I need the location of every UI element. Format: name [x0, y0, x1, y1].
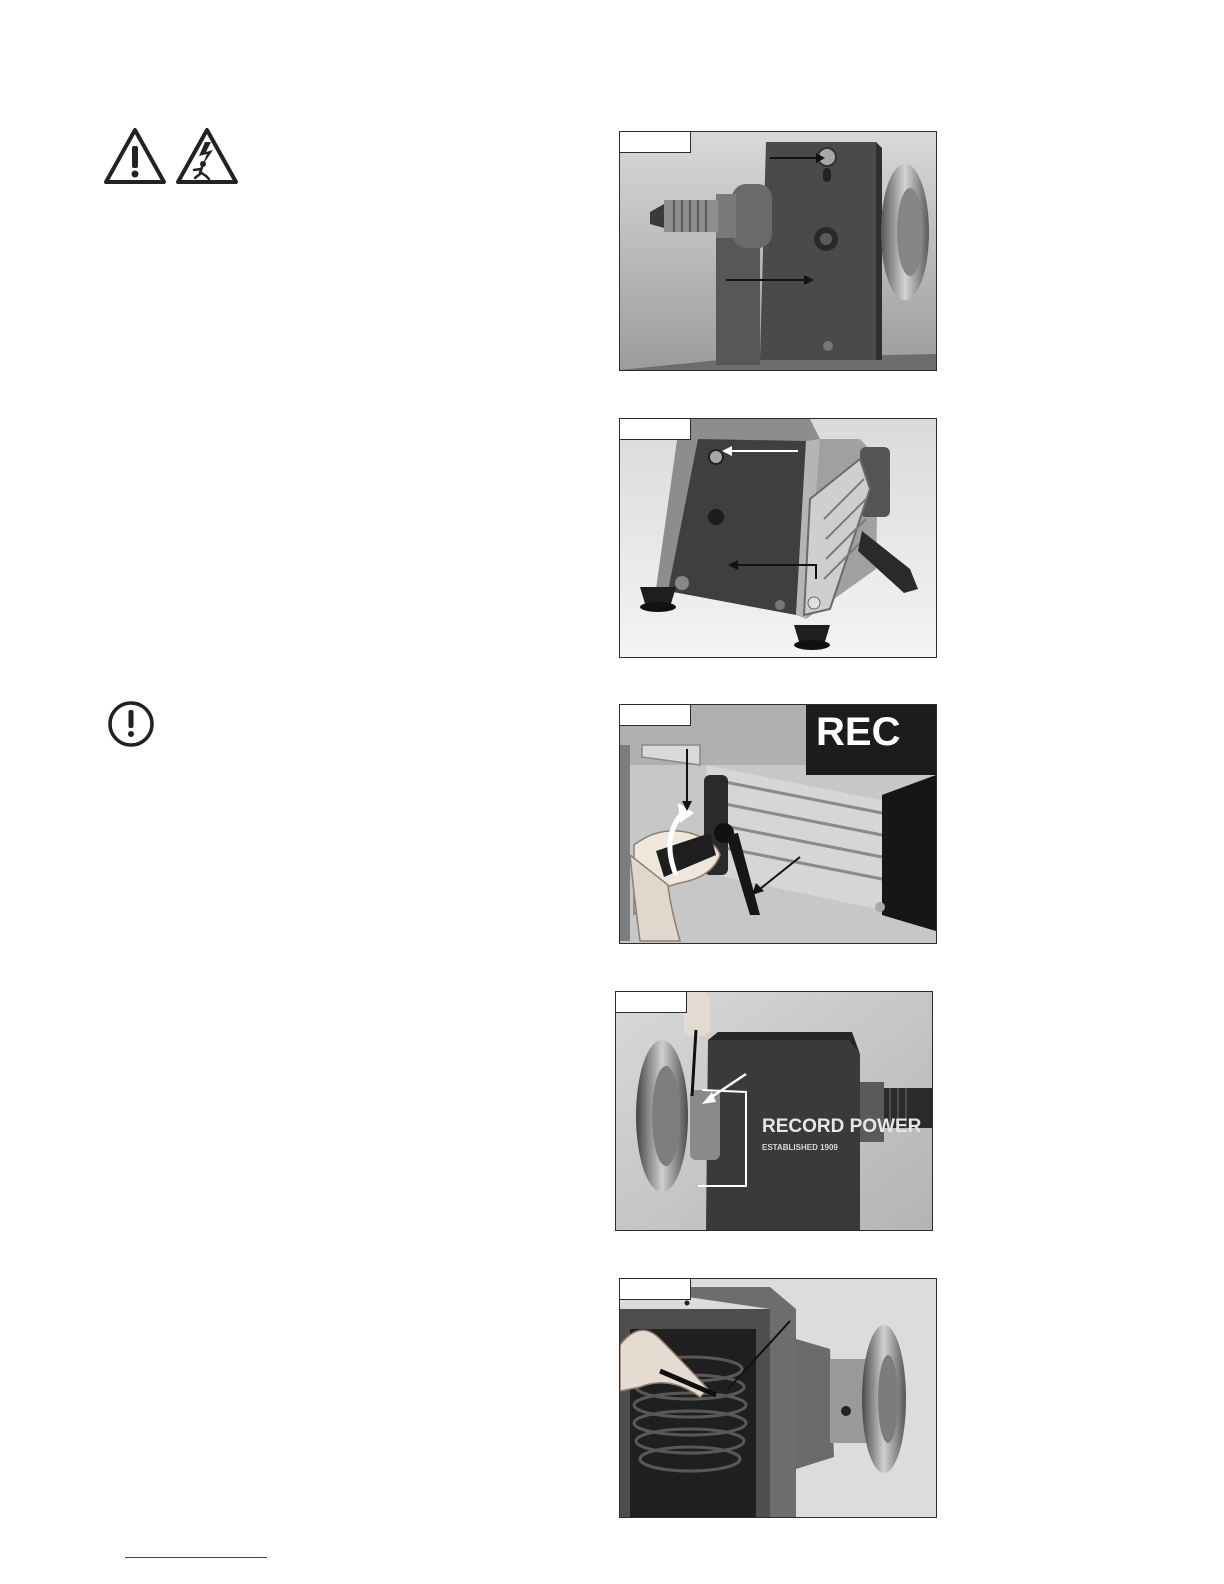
brand-established: ESTABLISHED 1909 [762, 1143, 838, 1152]
figure-number-tab [620, 1279, 691, 1300]
figure-motor-housing [619, 418, 937, 658]
figure-number-tab [620, 705, 691, 726]
figure-number-tab [616, 992, 687, 1013]
figure-number-tab [620, 132, 691, 153]
exclamation-circle-icon [104, 699, 160, 749]
figure-handwheel-grub-screw [615, 991, 933, 1231]
figure-number-tab [620, 419, 691, 440]
warning-triangle-icon [103, 126, 167, 186]
figure-tension-lever [619, 704, 937, 944]
figure-headstock-rear [619, 131, 937, 371]
figure-pulley-grub-screw [619, 1278, 937, 1518]
brand-lettering: RECORD POWER [762, 1116, 922, 1137]
brand-lettering: REC [816, 710, 901, 754]
footer-rule [125, 1557, 267, 1558]
electric-shock-icon [175, 126, 239, 186]
